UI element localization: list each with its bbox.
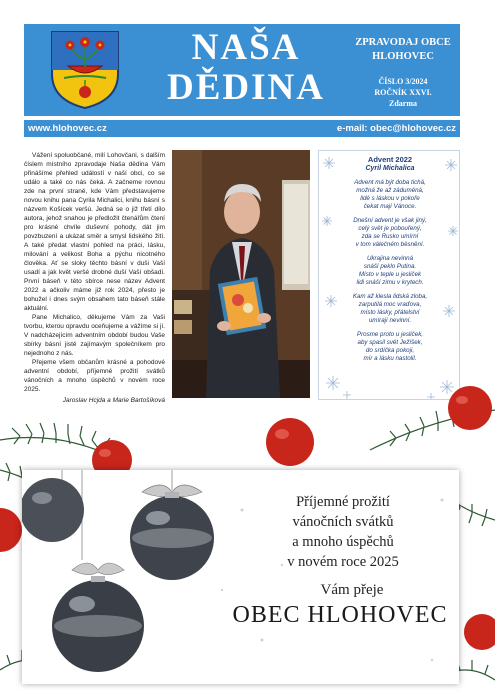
masthead: [24, 24, 460, 116]
poem-stanza: [333, 255, 447, 287]
poem-stanza: [333, 293, 447, 325]
title-line-1: NAŠA: [191, 27, 301, 68]
subtitle-line-1: ZPRAVODAJ OBCE: [355, 37, 451, 48]
poem-line: Kam až klesla lidská zloba,: [352, 293, 428, 300]
poem-line: snáší peklo Putina.: [363, 263, 417, 270]
greeting-from-name: OBEC HLOHOVEC: [232, 602, 448, 628]
greeting-card: [22, 470, 459, 684]
greeting-line: Příjemné prožití: [296, 494, 390, 510]
poem-stanza: [333, 217, 447, 249]
greeting-line: vánočních svátků: [292, 514, 394, 530]
editorial-paragraph-1: Vážení spoluobčané, milí Lohovčani, s dalším číslem místního zpravodaje Naša dědina Vám přinášíme přehled událostí v naší obci, co se událo a také co nás čeká. A začneme rovnou zde na první straně, kde Vám představujeme novou knihu pana Cyrila Michalici, knihu básní s názvem Košícek veršú. Jedná se o již třetí dílo autora, jehož snahou je předložit čtenářům čtení pro krásné chvíle duševní pohody, dát jim povzbuzení a ukázat směr a smysl lidského žití. A také předat vlastní pohled na práci, lásku, milování a velikost Boha a pýchu nicotného člověka. Ať se sloky těchto básní v duši Vaší usadí a jak květ veršé drobné duší Vaší obšadí. První báseň v této sbírce nese název Advent 2022 a ačkoliv máme již rok 2024, přesto je bohužel i dnes svým obsahem tato báseň stále aktuální.: [24, 152, 165, 312]
poem-stanza: [333, 179, 447, 211]
title-line-2: DĚDINA: [167, 67, 325, 108]
poem-author: Cyril Michalica: [365, 165, 415, 172]
poem-line: celý svět je pobouřený,: [358, 225, 422, 232]
subtitle-line-2: HLOHOVEC: [372, 51, 434, 62]
poem-line: Prosme proto u jesliček,: [356, 331, 424, 338]
poem-line: aby spasil svět Ježíšek,: [357, 339, 423, 346]
poem-line: zarputilá moc vraďova,: [358, 301, 422, 308]
issue-number: ČÍSLO 3/2024: [378, 77, 428, 86]
poem-line: umírají nevinní.: [368, 317, 412, 324]
volume: ROČNÍK XXVI.: [374, 88, 432, 97]
poem-line: Dnešní advent je však jiný,: [353, 217, 427, 224]
greeting-line: v novém roce 2025: [287, 554, 399, 570]
price: Zdarma: [389, 99, 417, 108]
poem-text: [333, 155, 447, 369]
poem-line: v tom válečném běsnění.: [355, 241, 425, 248]
greeting-text: [268, 492, 418, 572]
poem-line: zda se Rusko umírní: [361, 233, 419, 240]
poem-title: Advent 2022: [367, 155, 413, 164]
poem-line: místo lásky, přátelství: [360, 309, 420, 316]
author-photo-image: [172, 150, 310, 398]
poem-line: lidi snáší zimu v krytech.: [356, 279, 424, 286]
poem-box: [318, 150, 460, 400]
contact-bar: [24, 120, 460, 137]
poem-line: čekat mají Vánoce.: [363, 203, 417, 210]
poem-line: do srdíčka pokoji,: [365, 347, 415, 354]
poem-line: Advent má být doba tichá,: [354, 179, 426, 186]
poem-line: možná že až záduměná,: [356, 187, 424, 194]
poem-line: Místo v teple u jesliček: [358, 271, 422, 278]
editorial-paragraph-2: Pane Michalico, děkujeme Vám za Vaši tvorbu, kterou opravdu oceňujeme a vážíme si jí. V nadcházejícím adventním období budou Vaše sbírky básní jistě zajímavým společníkem pro nejednoho z nás.: [24, 314, 165, 357]
editorial-paragraph-3: Přejeme všem občanům krásné a pohodové adventní období, příjemné prožití svátků vánočních a mnoho úspěchů v novém roce 2025.: [24, 359, 165, 393]
editorial-article: [24, 151, 165, 405]
editorial-signature: Jaroslav Hcjda a Marie Bartošíková: [62, 397, 165, 404]
author-photo: [172, 150, 310, 398]
poem-line: mír a lásku nastolil.: [363, 355, 417, 362]
coat-of-arms-icon: [50, 30, 120, 110]
poem-stanza: [333, 331, 447, 363]
website-link[interactable]: www.hlohovec.cz: [28, 123, 107, 134]
email-link[interactable]: e-mail: obec@hlohovec.cz: [336, 123, 456, 134]
poem-line: lidé s láskou v pokoře: [360, 195, 420, 202]
newsletter-title: [146, 28, 346, 108]
issue-info: [348, 36, 458, 109]
poem-line: Ukrajina nevinná: [366, 255, 414, 262]
greeting-line: a mnoho úspěchů: [292, 534, 394, 550]
greeting-from-label: Vám přeje: [320, 582, 384, 598]
